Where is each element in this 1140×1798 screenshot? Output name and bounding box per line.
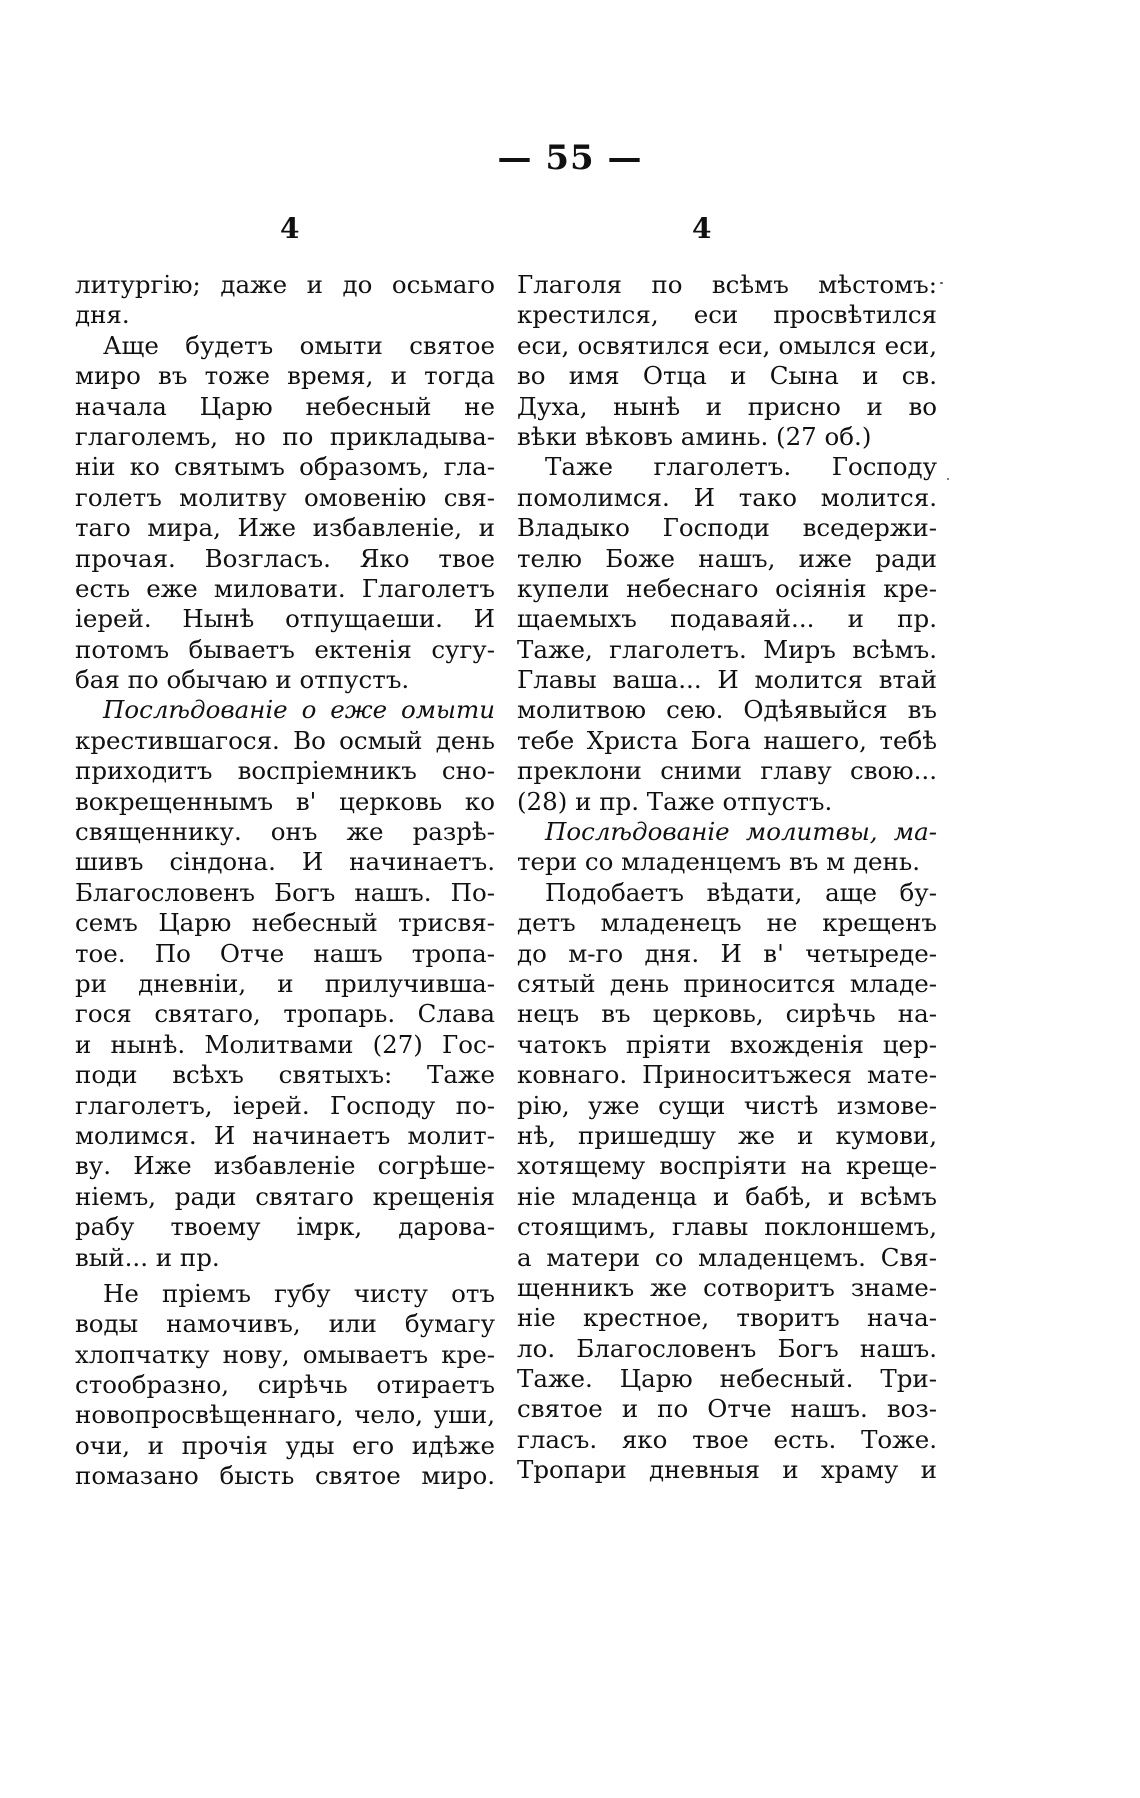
text-line: (28) и пр. Таже отпустъ.: [517, 786, 833, 816]
text-line: ву. Иже избавленіе согрѣше-: [75, 1151, 495, 1181]
text-line: гося святаго, тропарь. Слава: [75, 999, 495, 1029]
text-line: щенникъ же сотворитъ знаме-: [517, 1272, 937, 1302]
text-line: и нынѣ. Молитвами (27) Гос-: [75, 1029, 495, 1059]
text-line: сятый день приносится младе-: [517, 968, 937, 998]
text-line: семъ Царю небесный трисвя-: [75, 908, 495, 938]
text-line: Духа, нынѣ и присно и во: [517, 391, 937, 421]
left-column-marker: 4: [280, 212, 300, 245]
text-line: очи, и прочія уды его идѣже: [75, 1430, 495, 1460]
text-line: глаголемъ, но по прикладыва-: [75, 421, 495, 451]
text-line: ковнаго. Приноситъжеся мате-: [517, 1060, 937, 1090]
text-line: ри дневніи, и прилучивша-: [75, 968, 495, 998]
text-line: Не пріемъ губу чисту отъ: [103, 1278, 495, 1308]
text-line: ніе младенца и бабѣ, и всѣмъ: [517, 1181, 937, 1211]
text-line: купели небеснаго осіянія кре-: [517, 573, 937, 603]
text-line: детъ младенецъ не крещенъ: [517, 908, 937, 938]
text-line: іерей. Нынѣ отпущаеши. И: [75, 604, 495, 634]
text-line: воды намочивъ, или бумагу: [75, 1309, 495, 1339]
text-line: таго мира, Иже избавленіе, и: [75, 513, 495, 543]
text-line: священнику. онъ же разрѣ-: [75, 817, 495, 847]
left-column: [75, 270, 495, 1492]
page-number: — 55 —: [497, 138, 643, 178]
text-line: новопросвѣщеннаго, чело, уши,: [75, 1400, 495, 1430]
text-line: молитвою сею. Одѣявыйся въ: [517, 695, 937, 725]
text-line: начала Царю небесный не: [75, 391, 495, 421]
text-line: тое. По Отче нашъ тропа-: [75, 938, 495, 968]
text-line: крестившагося. Во осмый день: [75, 725, 495, 755]
text-line: Тропари дневныя и храму и: [517, 1455, 937, 1485]
text-line: молимся. И начинаетъ молит-: [75, 1120, 495, 1150]
right-column-marker: 4: [692, 212, 712, 245]
text-line: приходитъ воспріемникъ сно-: [75, 756, 495, 786]
text-line: рію, уже сущи чистѣ измове-: [517, 1090, 937, 1120]
text-line: щаемыхъ подаваяй... и пр.: [517, 604, 937, 634]
text-line: ніи ко святымъ образомъ, гла-: [75, 452, 495, 482]
text-line: помолимся. И тако молится.: [517, 482, 937, 512]
text-line: вый... и пр.: [75, 1242, 220, 1272]
text-line: еси, освятился еси, омылся еси,: [517, 330, 937, 360]
text-line: стообразно, сирѣчь отираетъ: [75, 1370, 495, 1400]
text-line: Благословенъ Богъ нашъ. По-: [75, 877, 495, 907]
text-line: поди всѣхъ святыхъ: Таже: [75, 1060, 495, 1090]
section-heading-line: Послѣдованіе молитвы, ма-: [545, 817, 937, 847]
text-line: шивъ сіндона. И начинаетъ.: [75, 847, 495, 877]
scan-speck: [947, 478, 949, 480]
text-line: голетъ молитву омовенію свя-: [75, 482, 495, 512]
text-line: чатокъ пріяти вхожденія цер-: [517, 1029, 937, 1059]
text-line: помазано бысть святое миро.: [75, 1461, 495, 1491]
text-line: Таже, глаголетъ. Миръ всѣмъ.: [517, 634, 937, 664]
text-line: стоящимъ, главы поклоншемъ,: [517, 1212, 937, 1242]
text-line: литургію; даже и до осьмаго: [75, 270, 495, 299]
section-heading-line: Послѣдованіе о еже омыти: [103, 695, 495, 725]
text-line: преклони сними главу свою...: [517, 756, 937, 786]
text-line: глаголетъ, іерей. Господу по-: [75, 1090, 495, 1120]
text-line: гласъ. яко твое есть. Тоже.: [517, 1424, 937, 1454]
text-line: телю Боже нашъ, иже ради: [517, 543, 937, 573]
text-line: вѣки вѣковъ аминь. (27 об.): [517, 421, 872, 451]
text-line: святое и по Отче нашъ. воз-: [517, 1394, 937, 1424]
text-line: нѣ, пришедшу же и кумови,: [517, 1120, 937, 1150]
text-line: Таже. Царю небесный. Три-: [517, 1364, 937, 1394]
text-line: бая по обычаю и отпустъ.: [75, 665, 410, 695]
text-line: ніе крестное, творитъ нача-: [517, 1303, 937, 1333]
text-line: Владыко Господи вседержи-: [517, 513, 937, 543]
text-line: прочая. Возгласъ. Яко твое: [75, 543, 495, 573]
text-line: а матери со младенцемъ. Свя-: [517, 1242, 937, 1272]
right-column: [517, 270, 937, 1486]
text-line: есть еже миловати. Глаголетъ: [75, 573, 495, 603]
text-line: ніемъ, ради святаго крещенія: [75, 1181, 495, 1211]
text-line: дня.: [75, 300, 130, 330]
text-line: хотящему воспріяти на креще-: [517, 1151, 937, 1181]
text-line: миро въ тоже время, и тогда: [75, 361, 495, 391]
text-line: Главы ваша... И молится втай: [517, 665, 937, 695]
text-line: ло. Благословенъ Богъ нашъ.: [517, 1333, 937, 1363]
text-line: во имя Отца и Сына и св.: [517, 361, 937, 391]
text-line: тери со младенцемъ въ м день.: [517, 847, 920, 877]
text-line: Глаголя по всѣмъ мѣстомъ:: [517, 270, 937, 299]
text-line: крестился, еси просвѣтился: [517, 300, 937, 330]
text-line: нецъ въ церковь, сирѣчь на-: [517, 999, 937, 1029]
text-line: вокрещеннымъ в' церковь ко: [75, 786, 495, 816]
scan-speck: [940, 282, 943, 284]
text-line: Аще будетъ омыти святое: [103, 330, 495, 360]
text-line: хлопчатку нову, омываетъ кре-: [75, 1339, 495, 1369]
text-line: Подобаетъ вѣдати, аще бу-: [545, 877, 937, 907]
text-line: Таже глаголетъ. Господу: [545, 452, 937, 482]
text-line: до м-го дня. И в' четыреде-: [517, 938, 937, 968]
text-line: рабу твоему імрк, дарова-: [75, 1212, 495, 1242]
text-line: тебе Христа Бога нашего, тебѣ: [517, 725, 937, 755]
text-line: потомъ бываетъ ектенія сугу-: [75, 634, 495, 664]
